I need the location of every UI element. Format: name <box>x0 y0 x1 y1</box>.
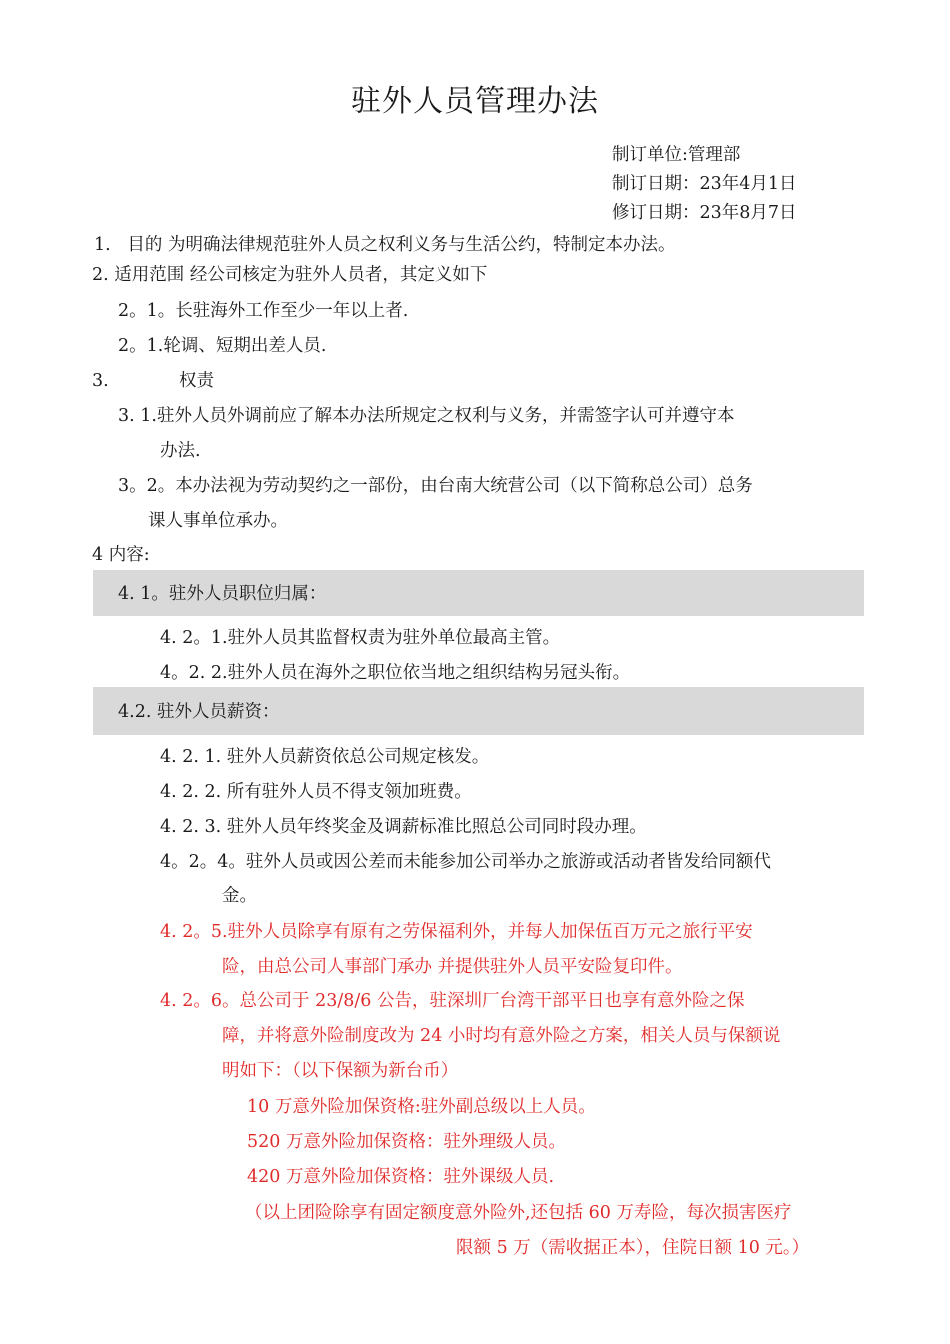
item-salary-6-line3: 明如下：（以下保额为新台币） <box>222 1061 459 1081</box>
insurance-tier-1: 10 万意外险加保资格:驻外副总级以上人员。 <box>247 1097 596 1117</box>
item-salary-5-line1: 4. 2。5.驻外人员除享有原有之劳保福利外，并每人加保伍百万元之旅行平安 <box>160 922 753 942</box>
item-4-2-1-position: 4. 2。1.驻外人员其监督权责为驻外单位最高主管。 <box>160 628 561 648</box>
item-salary-6-line1: 4. 2。6。总公司于 23/8/6 公告，驻深圳厂台湾干部平日也享有意外险之保 <box>160 991 745 1011</box>
item-3-2-line2: 课人事单位承办。 <box>148 511 288 531</box>
item-2-2: 2。1.轮调、短期出差人员. <box>118 336 327 356</box>
insurance-tier-2: 520 万意外险加保资格：驻外理级人员。 <box>247 1132 566 1152</box>
section-4-content: 4 内容: <box>92 545 150 565</box>
item-salary-4-line2: 金。 <box>222 886 257 906</box>
item-3-1-line2: 办法. <box>160 441 201 461</box>
section-3-number: 3. <box>92 371 109 391</box>
insurance-note-line2: 限额 5 万（需收据正本），住院日额 10 元。） <box>456 1238 810 1258</box>
item-3-1-line1: 3. 1.驻外人员外调前应了解本办法所规定之权利与义务，并需签字认可并遵守本 <box>118 406 735 426</box>
meta-created-date: 制订日期：23年4月1日 <box>612 174 797 194</box>
item-2-1: 2。1。长驻海外工作至少一年以上者. <box>118 301 409 321</box>
document-title: 驻外人员管理办法 <box>351 84 599 119</box>
item-salary-1: 4. 2. 1. 驻外人员薪资依总公司规定核发。 <box>160 747 490 767</box>
item-salary-5-line2: 险，由总公司人事部门承办 并提供驻外人员平安险复印件。 <box>222 957 683 977</box>
section-1-purpose: 1. 目的 为明确法律规范驻外人员之权利义务与生活公约，特制定本办法。 <box>94 235 676 255</box>
item-4-2-2-position: 4。2. 2.驻外人员在海外之职位依当地之组织结构另冠头衔。 <box>160 663 631 683</box>
item-salary-6-line2: 障，并将意外险制度改为 24 小时均有意外险之方案，相关人员与保额说 <box>222 1026 781 1046</box>
item-salary-2: 4. 2. 2. 所有驻外人员不得支领加班费。 <box>160 782 472 802</box>
section-3-heading: 权责 <box>179 371 214 391</box>
meta-revised-date: 修订日期：23年8月7日 <box>612 203 797 223</box>
item-salary-3: 4. 2. 3. 驻外人员年终奖金及调薪标准比照总公司同时段办理。 <box>160 817 647 837</box>
subheading-4-2: 4.2. 驻外人员薪资： <box>118 702 280 722</box>
subheading-4-1: 4. 1。驻外人员职位归属： <box>118 584 327 604</box>
meta-unit: 制订单位:管理部 <box>612 145 741 165</box>
section-2-scope: 2. 适用范围 经公司核定为驻外人员者，其定义如下 <box>92 265 488 285</box>
item-3-2-line1: 3。2。本办法视为劳动契约之一部份，由台南大统营公司（以下简称总公司）总务 <box>118 476 753 496</box>
insurance-note-line1: （以上团险除享有固定额度意外险外,还包括 60 万寿险，每次损害医疗 <box>245 1203 792 1223</box>
item-salary-4-line1: 4。2。4。驻外人员或因公差而未能参加公司举办之旅游或活动者皆发给同额代 <box>160 852 771 872</box>
insurance-tier-3: 420 万意外险加保资格：驻外课级人员. <box>247 1167 555 1187</box>
